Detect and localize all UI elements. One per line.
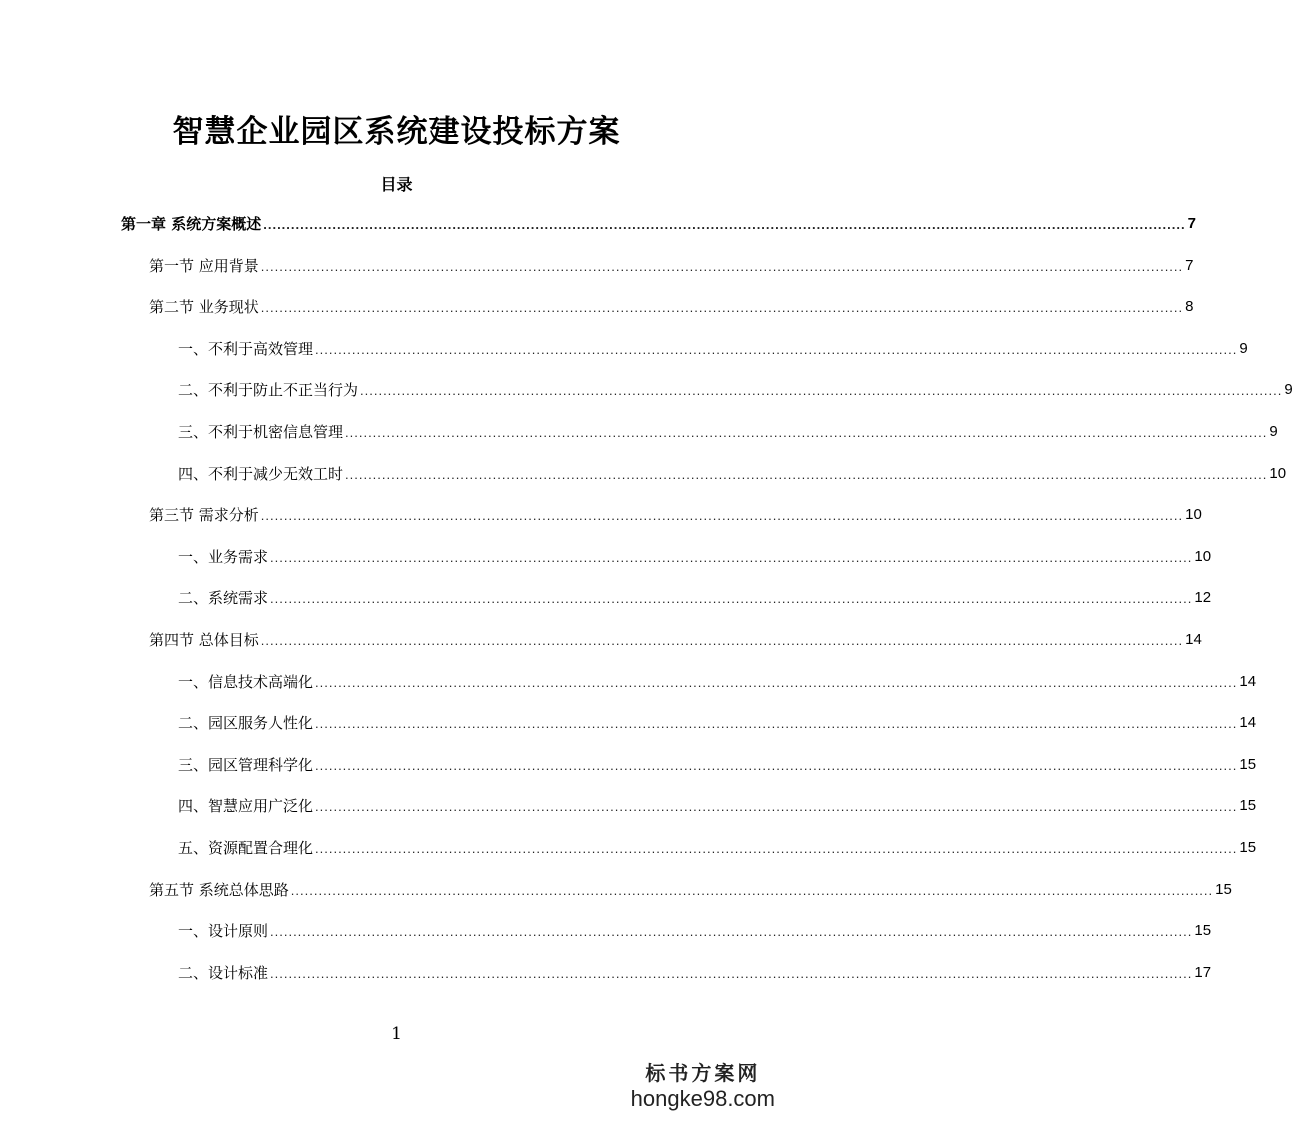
toc-entry-page: 17 [1194, 963, 1212, 981]
toc-dot-leader: ........................................................................................................................................................................................................ [315, 757, 1238, 773]
toc-entry-label: 一、信息技术高端化 [178, 672, 314, 691]
document-title: 智慧企业园区系统建设投标方案 [172, 114, 621, 150]
toc-dot-leader: ........................................................................................................................................................................................................ [315, 716, 1238, 732]
toc-entry[interactable] [149, 503, 1202, 525]
toc-entry-page: 10 [1194, 547, 1212, 565]
toc-entry[interactable] [178, 711, 1257, 733]
toc-entry-page: 10 [1269, 464, 1287, 482]
toc-dot-leader: ........................................................................................................................................................................................................ [260, 300, 1184, 316]
toc-dot-leader: ........................................................................................................................................................................................................ [345, 425, 1268, 440]
toc-dot-leader: ........................................................................................................................................................................................................ [260, 258, 1184, 274]
toc-entry-page: 14 [1239, 714, 1257, 732]
toc-entry-page: 9 [1269, 423, 1278, 440]
toc-entry-label: 第五节 系统总体思路 [149, 880, 289, 899]
toc-entry-label: 二、不利于防止不正当行为 [178, 381, 359, 400]
toc-entry-label: 第三节 需求分析 [149, 506, 259, 525]
toc-dot-leader: ........................................................................................................................................................................................................ [270, 924, 1193, 940]
toc-entry[interactable] [178, 794, 1257, 816]
page-number: 1 [391, 1024, 402, 1044]
toc-entry[interactable] [149, 878, 1232, 900]
toc-entry-label: 三、不利于机密信息管理 [178, 423, 344, 441]
toc-dot-leader: ........................................................................................................................................................................................................ [315, 341, 1238, 357]
toc-dot-leader: ........................................................................................................................................................................................................ [290, 882, 1214, 898]
toc-entry-page: 7 [1185, 256, 1194, 274]
toc-entry[interactable] [178, 337, 1248, 359]
toc-entry-label: 四、智慧应用广泛化 [178, 797, 314, 816]
toc-entry-label: 四、不利于减少无效工时 [178, 464, 344, 483]
toc-entry[interactable] [178, 836, 1257, 858]
toc-entry-label: 二、设计标准 [178, 963, 269, 982]
toc-entry-label: 三、园区管理科学化 [178, 755, 314, 774]
toc-entry-label: 一、不利于高效管理 [178, 339, 314, 358]
toc-dot-leader: ........................................................................................................................................................................................................ [315, 841, 1238, 856]
toc-entry[interactable] [149, 254, 1194, 276]
toc-entry-page: 12 [1194, 589, 1212, 607]
toc-entry-page: 15 [1239, 797, 1257, 815]
toc-entry[interactable] [121, 212, 1196, 234]
toc-dot-leader: ........................................................................................................................................................................................................ [360, 383, 1283, 399]
toc-entry[interactable] [178, 420, 1278, 442]
watermark-en: hongke98.com [630, 1086, 775, 1111]
toc-dot-leader: ........................................................................................................................................................................................................ [260, 508, 1184, 524]
toc-entry-label: 第四节 总体目标 [149, 631, 259, 649]
toc-dot-leader: ........................................................................................................................................................................................................ [270, 965, 1193, 981]
watermark-cn: 标书方案网 [645, 1061, 761, 1085]
toc-dot-leader: ........................................................................................................................................................................................................ [270, 549, 1193, 565]
toc-entry-label: 一、设计原则 [178, 922, 269, 941]
toc-entry[interactable] [149, 295, 1194, 317]
toc-dot-leader: ........................................................................................................................................................................................................ [263, 217, 1186, 232]
toc-entry-page: 15 [1239, 839, 1257, 856]
toc-entry-label: 第二节 业务现状 [149, 298, 259, 317]
toc-entry[interactable] [178, 753, 1257, 775]
toc-entry[interactable] [178, 462, 1287, 484]
toc-dot-leader: ........................................................................................................................................................................................................ [315, 799, 1238, 815]
toc-entry-page: 9 [1284, 381, 1293, 399]
toc-entry-page: 8 [1185, 298, 1194, 316]
toc-entry[interactable] [178, 378, 1293, 400]
toc-entry[interactable] [178, 919, 1212, 941]
toc-entry-page: 15 [1194, 922, 1212, 940]
toc-dot-leader: ........................................................................................................................................................................................................ [260, 633, 1184, 648]
toc-entry-page: 14 [1239, 672, 1257, 690]
toc-entry-label: 二、系统需求 [178, 589, 269, 608]
toc-entry-page: 15 [1239, 755, 1257, 773]
toc-entry[interactable] [178, 586, 1212, 608]
toc-entry-page: 14 [1185, 631, 1202, 648]
toc-entry-label: 二、园区服务人性化 [178, 714, 314, 733]
toc-entry-page: 9 [1239, 339, 1248, 357]
toc-dot-leader: ........................................................................................................................................................................................................ [315, 674, 1238, 690]
toc-entry[interactable] [149, 628, 1202, 650]
toc-entry-label: 第一章 系统方案概述 [121, 215, 262, 233]
watermark [631, 1057, 775, 1112]
toc-entry-label: 五、资源配置合理化 [178, 839, 314, 857]
toc-entry-page: 15 [1215, 880, 1232, 898]
toc-entry-page: 7 [1187, 215, 1196, 232]
toc-entry[interactable] [178, 545, 1212, 567]
toc-entry[interactable] [178, 670, 1257, 692]
toc-heading: 目录 [380, 175, 413, 194]
toc-entry[interactable] [178, 961, 1212, 983]
toc-entry-page: 10 [1185, 506, 1202, 524]
toc-entry-label: 一、业务需求 [178, 547, 269, 566]
toc-dot-leader: ........................................................................................................................................................................................................ [345, 466, 1268, 482]
toc-entry-label: 第一节 应用背景 [149, 256, 259, 275]
toc-dot-leader: ........................................................................................................................................................................................................ [270, 591, 1193, 607]
